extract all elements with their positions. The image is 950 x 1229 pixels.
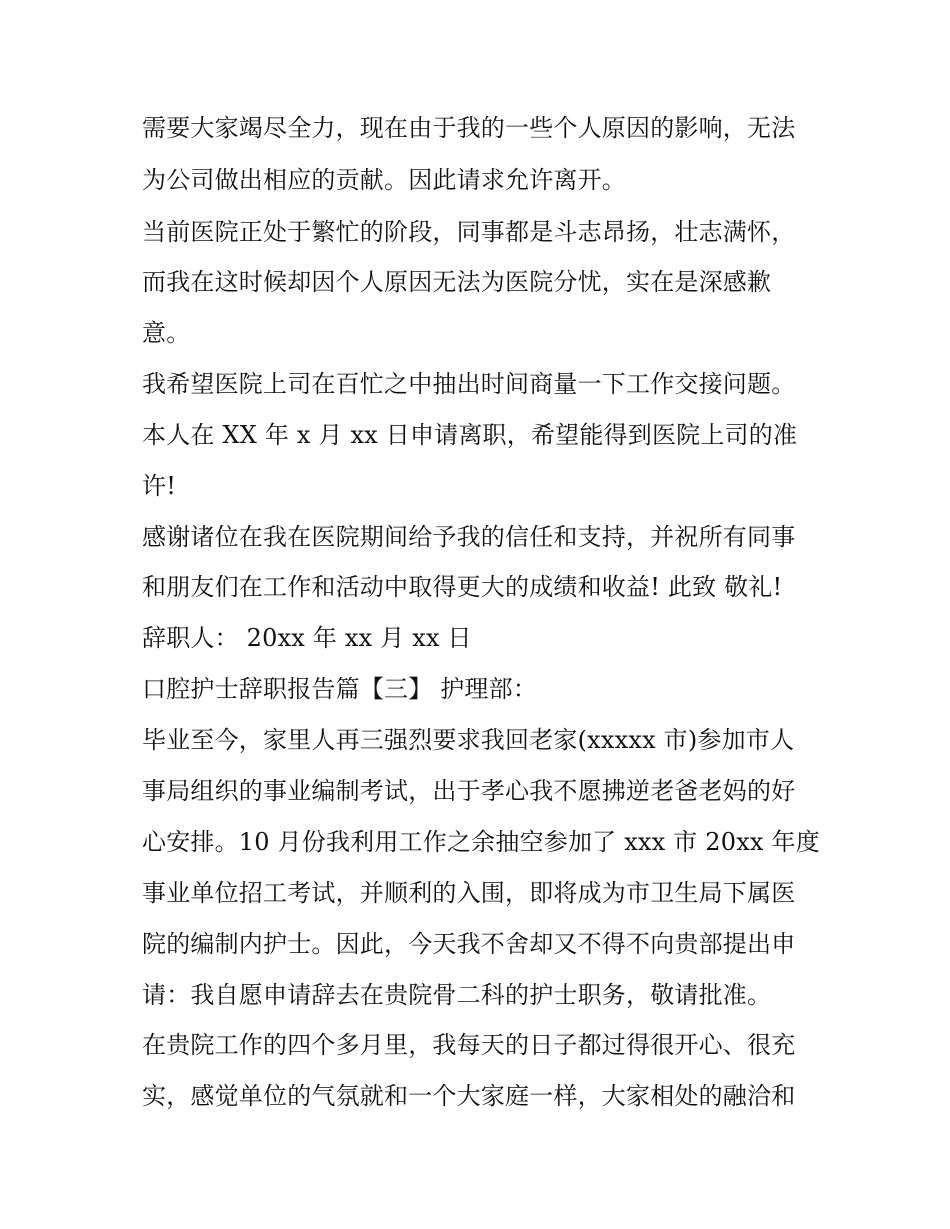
text-line: 实，感觉单位的气氛就和一个大家庭一样，大家相处的融洽和 xyxy=(142,1082,796,1110)
text-line: 和朋友们在工作和活动中取得更大的成绩和收益! 此致 敬礼! xyxy=(142,573,783,601)
text-line: 辞职人： 20xx 年 xx 月 xx 日 xyxy=(142,624,472,652)
text-line: 事业单位招工考试，并顺利的入围，即将成为市卫生局下属医 xyxy=(142,879,796,907)
text-line: 事局组织的事业编制考试，出于孝心我不愿拂逆老爸老妈的好 xyxy=(142,777,796,805)
text-line: 请：我自愿申请辞去在贵院骨二科的护士职务，敬请批准。 xyxy=(142,981,772,1009)
text-line: 需要大家竭尽全力，现在由于我的一些个人原因的影响，无法 xyxy=(142,114,796,142)
text-line: 院的编制内护士。因此，今天我不舍却又不得不向贵部提出申 xyxy=(142,930,796,958)
text-line: 本人在 XX 年 x 月 xx 日申请离职，希望能得到医院上司的准 xyxy=(142,421,798,449)
text-line: 为公司做出相应的贡献。因此请求允许离开。 xyxy=(142,166,626,194)
text-line: 而我在这时候却因个人原因无法为医院分忧，实在是深感歉 xyxy=(142,268,772,296)
text-line: 我希望医院上司在百忙之中抽出时间商量一下工作交接问题。 xyxy=(142,370,796,398)
text-line: 在贵院工作的四个多月里，我每天的日子都过得很开心、很充 xyxy=(142,1031,796,1059)
text-line: 心安排。10 月份我利用工作之余抽空参加了 xxx 市 20xx 年度 xyxy=(142,828,820,856)
text-line: 感谢诸位在我在医院期间给予我的信任和支持，并祝所有同事 xyxy=(142,523,796,551)
text-line: 许! xyxy=(142,472,177,500)
text-line: 毕业至今，家里人再三强烈要求我回老家(xxxxx 市)参加市人 xyxy=(142,726,795,754)
text-line: 当前医院正处于繁忙的阶段，同事都是斗志昂扬，壮志满怀， xyxy=(142,218,796,246)
section-heading: 口腔护士辞职报告篇【三】 护理部： xyxy=(142,675,538,703)
text-line: 意。 xyxy=(142,319,191,347)
